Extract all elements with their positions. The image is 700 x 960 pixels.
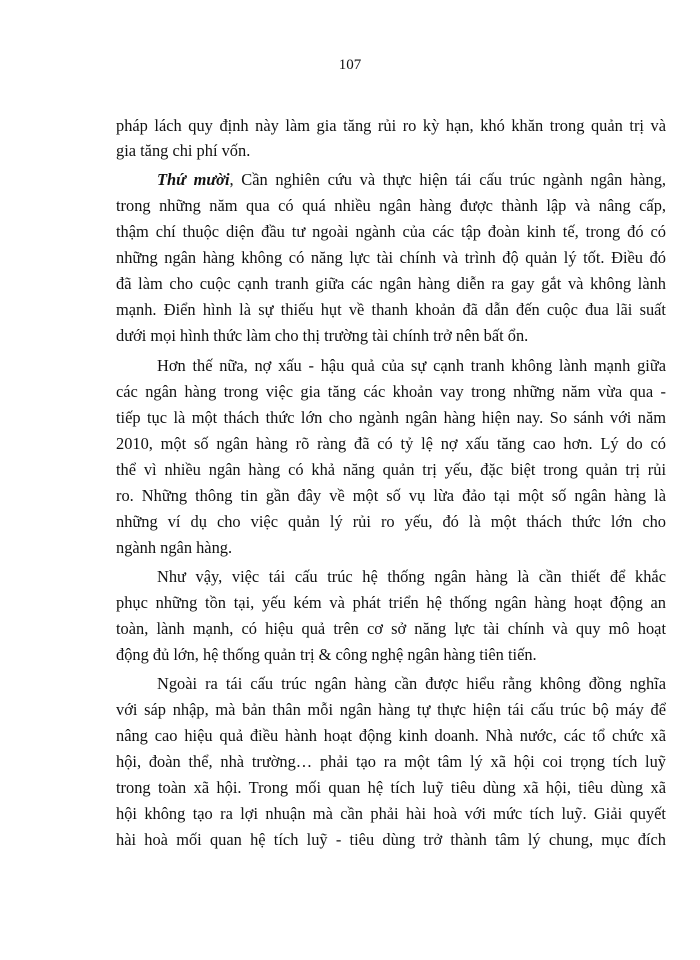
text-line: mạnh. Điển hình là sự thiếu hụt về thanh khoản đã dẫn đến cuộc đua lãi suất bbox=[116, 300, 666, 319]
text-line: trong những năm qua có quá nhiều ngân hàng được thành lập và nâng cấp, bbox=[116, 196, 666, 215]
text-line: gia tăng chi phí vốn. bbox=[116, 141, 251, 160]
text-line: ngành ngân hàng. bbox=[116, 538, 233, 557]
text-line: Hơn thế nữa, nợ xấu - hậu quả của sự cạnh tranh không lành mạnh giữa bbox=[157, 356, 666, 375]
text-line: trong toàn xã hội. Trong mối quan hệ tích luỹ tiêu dùng xã hội, tiêu dùng xã bbox=[116, 778, 666, 797]
text-line: pháp lách quy định này làm gia tăng rủi ro kỳ hạn, khó khăn trong quản trị và bbox=[116, 116, 666, 135]
text-line: đã làm cho cuộc cạnh tranh giữa các ngân hàng diễn ra gay gắt và không lành bbox=[116, 274, 666, 293]
text-line-heading-start bbox=[157, 167, 666, 193]
text-line: với sáp nhập, mà bản thân mỗi ngân hàng tự thực hiện tái cấu trúc bộ máy để bbox=[116, 700, 666, 719]
section-lead-term: Thứ mười bbox=[157, 170, 230, 189]
text-line: các ngân hàng trong việc gia tăng các khoản vay trong những năm vừa qua - bbox=[116, 382, 666, 401]
text-line-rest: , Cần nghiên cứu và thực hiện tái cấu trúc ngành ngân hàng, bbox=[229, 170, 666, 189]
text-line: Ngoài ra tái cấu trúc ngân hàng cần được hiểu rằng không đồng nghĩa bbox=[157, 674, 666, 693]
text-line: nâng cao hiệu quả điều hành hoạt động kinh doanh. Nhà nước, các tổ chức xã bbox=[116, 726, 666, 745]
text-line: thậm chí thuộc diện đầu tư ngoài ngành của các tập đoàn kinh tế, trong đó có bbox=[116, 222, 666, 241]
text-line: phục những tồn tại, yếu kém và phát triển hệ thống ngân hàng hoạt động an bbox=[116, 593, 666, 612]
text-line: hội, đoàn thể, nhà trường… phải tạo ra một tâm lý xã hội coi trọng tích luỹ bbox=[116, 752, 666, 771]
text-line: hội không tạo ra lợi nhuận mà cần phải hài hoà với mức tích luỹ. Giải quyết bbox=[116, 804, 666, 823]
page-number: 107 bbox=[338, 57, 362, 73]
text-line: động đủ lớn, hệ thống quản trị & công nghệ ngân hàng tiên tiến. bbox=[116, 645, 537, 664]
text-line: những ngân hàng không có năng lực tài chính và trình độ quản lý tốt. Điều đó bbox=[116, 248, 666, 267]
text-line: ro. Những thông tin gần đây về một số vụ lừa đảo tại một số ngân hàng là bbox=[116, 486, 666, 505]
text-line: thể vì nhiều ngân hàng có khả năng quản trị yếu, đặc biệt trong quản trị rủi bbox=[116, 460, 666, 479]
text-line: những ví dụ cho việc quản lý rủi ro yếu, đó là một thách thức lớn cho bbox=[116, 512, 666, 531]
text-line: tiếp tục là một thách thức lớn cho ngành ngân hàng hiện nay. So sánh với năm bbox=[116, 408, 666, 427]
text-line: toàn, lành mạnh, có hiệu quả trên cơ sở năng lực tài chính và quy mô hoạt bbox=[116, 619, 666, 638]
text-line: hài hoà mối quan hệ tích luỹ - tiêu dùng trở thành tâm lý chung, mục đích bbox=[116, 830, 666, 849]
text-line: Như vậy, việc tái cấu trúc hệ thống ngân hàng là cần thiết để khắc bbox=[157, 567, 666, 586]
text-line: 2010, một số ngân hàng rõ ràng đã có tỷ lệ nợ xấu tăng cao hơn. Lý do có bbox=[116, 434, 666, 453]
text-line: dưới mọi hình thức làm cho thị trường tài chính trở nên bất ổn. bbox=[116, 326, 529, 345]
